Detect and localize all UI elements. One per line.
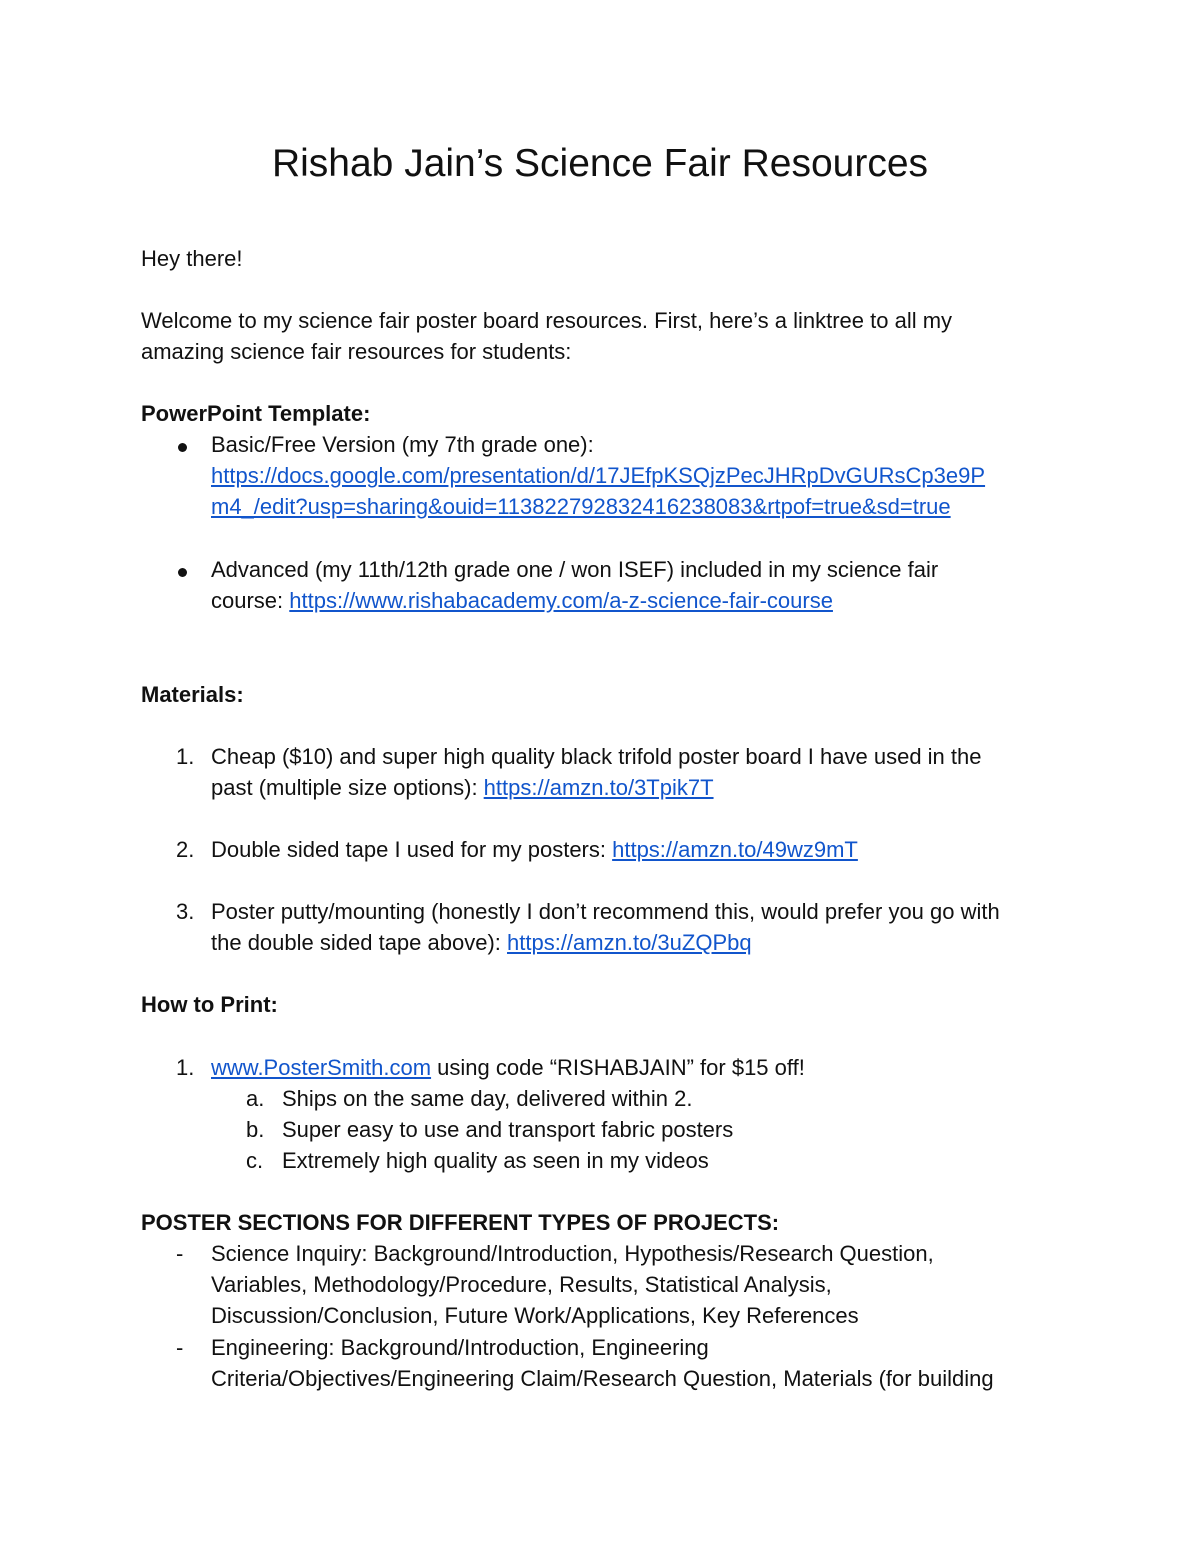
postersmith-link[interactable]: www.PosterSmith.com <box>211 1055 432 1080</box>
course-link[interactable]: https://www.rishabacademy.com/a-z-science-fair-course <box>289 588 833 613</box>
postersmith-code-text: using code “RISHABJAIN” for $15 off! <box>431 1055 805 1080</box>
intro-line-1: Welcome to my science fair poster board resources. First, here’s a linktree to all my <box>141 308 953 333</box>
list-number: 2. <box>176 837 195 862</box>
sublist-letter: b. <box>246 1117 265 1142</box>
tape-link[interactable]: https://amzn.to/49wz9mT <box>612 837 858 862</box>
basic-template-link[interactable]: https://docs.google.com/presentation/d/17JEfpKSQjzPecJHRpDvGURsCp3e9P <box>211 463 986 488</box>
tape-text: Double sided tape I used for my posters: <box>211 837 613 862</box>
advanced-version-line-2 <box>211 585 833 616</box>
basic-version-label: Basic/Free Version (my 7th grade one): <box>211 432 594 457</box>
poster-board-prefix: past (multiple size options): <box>211 775 484 800</box>
bullet-dot <box>178 443 187 452</box>
poster-board-line-2 <box>211 772 714 803</box>
intro-line-2: amazing science fair resources for students: <box>141 339 572 364</box>
tape-line <box>211 834 858 865</box>
poster-board-text: Cheap ($10) and super high quality black trifold poster board I have used in the <box>211 744 982 769</box>
print-subitem: Super easy to use and transport fabric posters <box>282 1117 734 1142</box>
print-subitem: Extremely high quality as seen in my videos <box>282 1148 709 1173</box>
greeting-text: Hey there! <box>141 246 243 271</box>
advanced-course-prefix: course: <box>211 588 290 613</box>
putty-line-2 <box>211 927 752 958</box>
engineering-line-1: Engineering: Background/Introduction, Engineering <box>211 1335 709 1360</box>
print-heading: How to Print: <box>141 992 278 1017</box>
putty-link[interactable]: https://amzn.to/3uZQPbq <box>507 930 752 955</box>
list-number: 1. <box>176 744 195 769</box>
powerpoint-heading: PowerPoint Template: <box>141 401 371 426</box>
sublist-letter: a. <box>246 1086 265 1111</box>
list-number: 3. <box>176 899 195 924</box>
materials-heading: Materials: <box>141 682 244 707</box>
advanced-version-text: Advanced (my 11th/12th grade one / won ISEF) included in my science fair <box>211 557 939 582</box>
putty-text: Poster putty/mounting (honestly I don’t recommend this, would prefer you go with <box>211 899 1000 924</box>
list-number: 1. <box>176 1055 195 1080</box>
document-title: Rishab Jain’s Science Fair Resources <box>271 142 929 185</box>
engineering-line-2: Criteria/Objectives/Engineering Claim/Research Question, Materials (for building <box>211 1366 994 1391</box>
inquiry-line-3: Discussion/Conclusion, Future Work/Applications, Key References <box>211 1303 859 1328</box>
dash-marker: - <box>176 1335 184 1360</box>
poster-board-link[interactable]: https://amzn.to/3Tpik7T <box>483 775 714 800</box>
inquiry-line-2: Variables, Methodology/Procedure, Results, Statistical Analysis, <box>211 1272 832 1297</box>
poster-sections-heading: POSTER SECTIONS FOR DIFFERENT TYPES OF PROJECTS: <box>141 1210 780 1235</box>
basic-template-link-cont[interactable]: m4_/edit?usp=sharing&ouid=113822792832416238083&rtpof=true&sd=true <box>211 494 951 519</box>
inquiry-line-1: Science Inquiry: Background/Introduction, Hypothesis/Research Question, <box>211 1241 934 1266</box>
putty-prefix: the double sided tape above): <box>211 930 508 955</box>
dash-marker: - <box>176 1241 184 1266</box>
sublist-letter: c. <box>246 1148 264 1173</box>
postersmith-line <box>211 1052 805 1083</box>
bullet-dot <box>178 568 187 577</box>
print-subitem: Ships on the same day, delivered within 2. <box>282 1086 693 1111</box>
